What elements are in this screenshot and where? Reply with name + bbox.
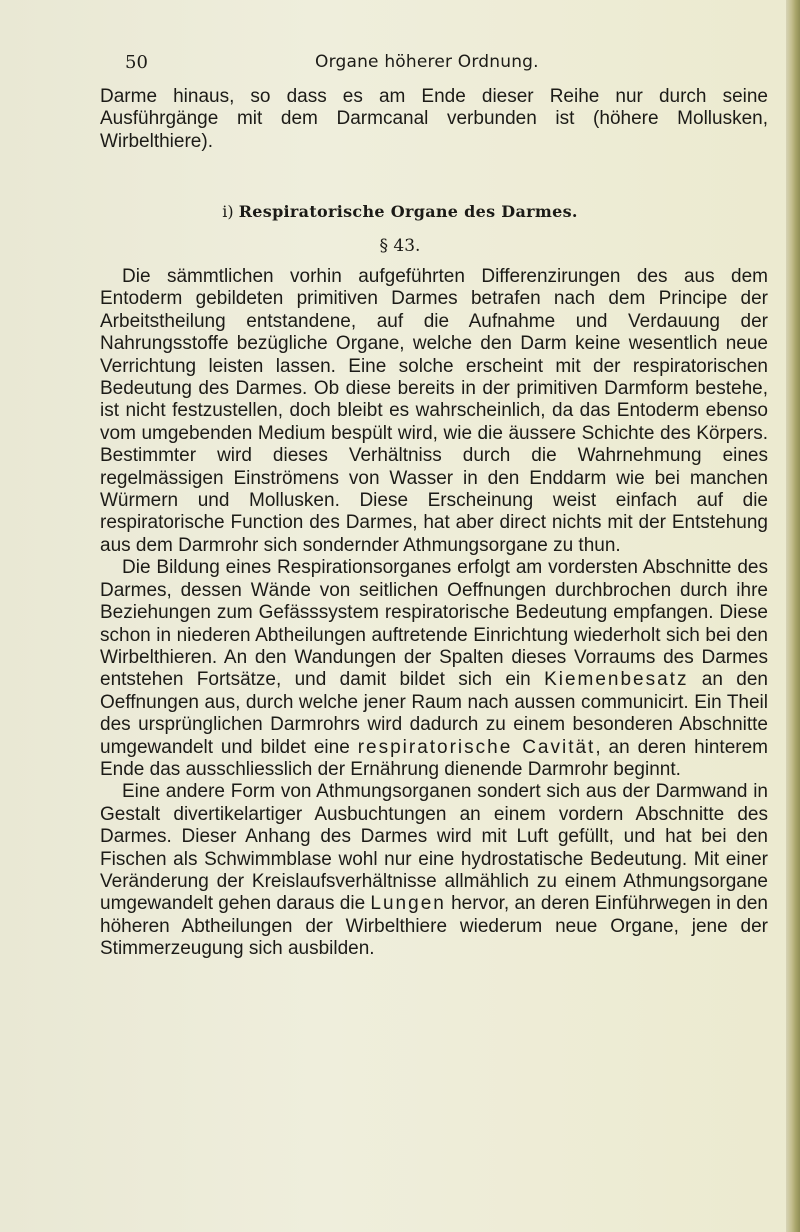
page-number: 50 <box>125 52 148 73</box>
paragraph-2-text-b: an den Oeffnungen aus, durch welche jener Raum nach aussen communicirt. Ein Theil des ursprünglichen Darmrohrs wird dadurch zu einem besonderen Abschnitte umgewandelt und bildet eine <box>100 669 768 758</box>
term-respiratorische-cavitaet: respiratorische Cavität <box>357 736 596 758</box>
paragraph-2-text-a: Die Bildung eines Respirationsorganes erfolgt am vordersten Abschnitte des Darmes, dessen Wände von seitlichen Oeffnungen durchbrochen durch ihre Beziehungen zum Gefässsystem respiratorische Bedeutung empfangen. Diese schon in niederen Abtheilungen auftretende Einrichtung wiederholt sich bei den Wirbelthieren. An den Wandungen der Spalten dieses Vorraums des Darmes entstehen Fortsätze, und damit bildet sich ein <box>100 557 768 691</box>
paragraph-3-text-a: Eine andere Form von Athmungsorganen sondert sich aus der Darmwand in Gestalt divertikelartiger Ausbuchtungen an einem vordern Abschnitte des Darmes. Dieser Anhang des Darmes wird mit Luft gefüllt, und hat bei den Fischen als Schwimmblase wohl nur eine hydrostatische Bedeutung. Mit einer Veränderung der Kreislaufsverhältnisse allmählich zu einem Athmungsorgane umgewandelt gehen daraus die <box>100 781 768 915</box>
paragraph-1: Die sämmtlichen vorhin aufgeführten Differenzirungen des aus dem Entoderm gebildeten primitiven Darmes betrafen nach dem Principe der Arbeitstheilung entstandene, auf die Aufnahme und Verdauung der Nahrungsstoffe bezügliche Organe, welche den Darm keine wesentlich neue Verrichtung leisten lassen. Eine solche erscheint mit der respiratorischen Bedeutung des Darmes. Ob diese bereits in der primitiven Darmform bestehe, ist nicht festzustellen, doch bleibt es wahrscheinlich, da das Entoderm ebenso vom umgebenden Medium bespült wird, wie die äussere Schichte des Körpers. Bestimmter wird dieses Verhältniss durch die Wahrnehmung eines regelmässigen Einströmens von Wasser in den Enddarm wie bei manchen Würmern und Mollusken. Diese Erscheinung weist einfach auf die respiratorische Function des Darmes, hat aber direct nichts mit der Entstehung aus dem Darmrohr sich sondernder Athmungsorgane zu thun. <box>100 266 768 556</box>
term-kiemenbesatz: Kiemenbesatz <box>544 669 689 691</box>
paragraph-3 <box>100 781 768 960</box>
section-heading <box>0 202 800 221</box>
running-head: Organe höherer Ordnung. <box>315 52 539 72</box>
intro-text: Darme hinaus, so dass es am Ende dieser Reihe nur durch seine Ausführgänge mit dem Darmcanal verbunden ist (höhere Mollusken, Wirbelthiere). <box>100 86 768 152</box>
paragraph-2 <box>100 557 768 781</box>
paragraph-2-text-c: , an deren hinterem Ende das ausschliesslich der Ernährung dienende Darmrohr beginnt. <box>100 736 768 780</box>
section-body <box>100 266 768 961</box>
section-label: i) <box>222 202 234 221</box>
page-header <box>125 52 745 78</box>
intro-paragraph <box>100 86 768 153</box>
section-title: Respiratorische Organe des Darmes. <box>238 202 578 221</box>
paragraph-3-text-b: hervor, an deren Einführwegen in den höheren Abtheilungen der Wirbelthiere wiederum neue Organe, jene der Stimmerzeugung sich ausbilden. <box>100 893 768 960</box>
term-lungen: Lungen <box>370 893 446 915</box>
page-edge-shadow <box>786 0 800 1232</box>
paragraph-number: § 43. <box>379 236 421 256</box>
